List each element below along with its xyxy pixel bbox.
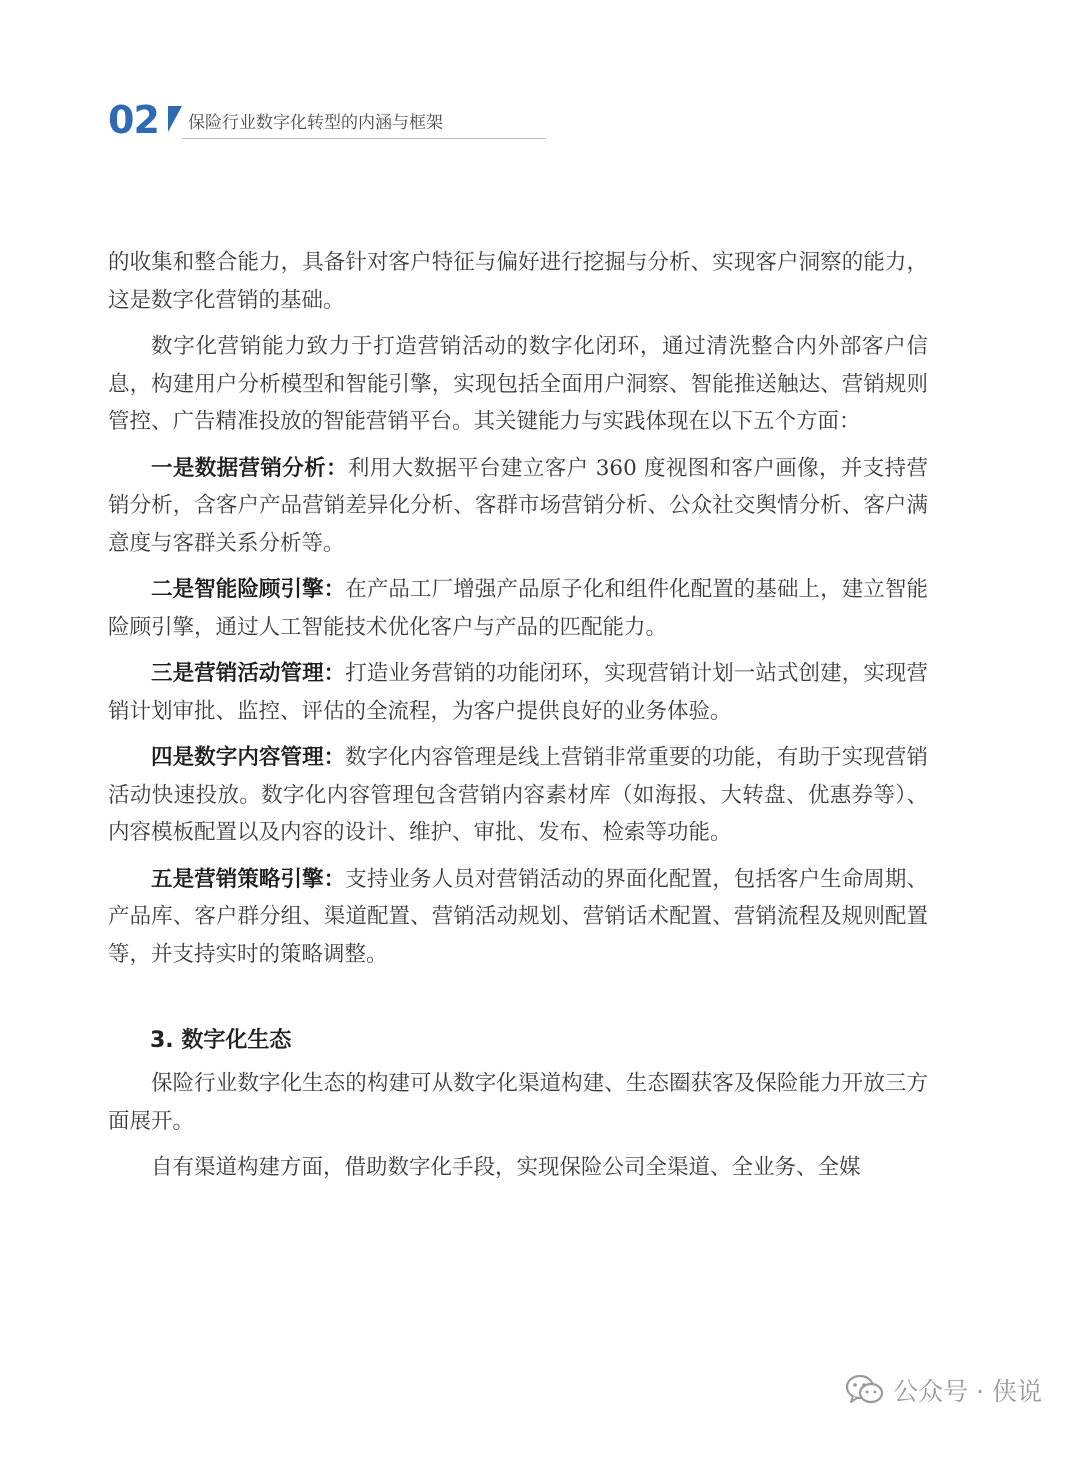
chapter-number: 02	[108, 98, 159, 142]
list-item-1-lead: 一是数据营销分析：	[151, 455, 348, 481]
list-item-5-lead: 五是营销策略引擎：	[151, 866, 346, 892]
chapter-slash-mark	[158, 102, 188, 138]
list-item-3-text: 打造业务营销的功能闭环，实现营销计划一站式创建，实现营销计划审批、监控、评估的全流程，为客户提供良好的业务体验。	[108, 661, 928, 724]
header-divider	[182, 138, 546, 139]
list-item-1	[108, 450, 928, 563]
chapter-title: 保险行业数字化转型的内涵与框架	[188, 113, 443, 133]
section-paragraph-1: 保险行业数字化生态的构建可从数字化渠道构建、生态圈获客及保险能力开放三方面展开。	[108, 1071, 928, 1134]
section-heading: 3. 数字化生态	[150, 1028, 292, 1053]
paragraph-continuation: 的收集和整合能力，具备针对客户特征与偏好进行挖掘与分析、实现客户洞察的能力，这是数字化营销的基础。	[108, 250, 928, 313]
list-item-5	[108, 861, 928, 974]
list-item-4	[108, 739, 928, 852]
list-item-5-text: 支持业务人员对营销活动的界面化配置，包括客户生命周期、产品库、客户群分组、渠道配置、营销活动规划、营销话术配置、营销流程及规则配置等，并支持实时的策略调整。	[108, 866, 928, 967]
list-item-2-text: 在产品工厂增强产品原子化和组件化配置的基础上，建立智能险顾引擎，通过人工智能技术优化客户与产品的匹配能力。	[108, 577, 928, 640]
watermark	[845, 1368, 1042, 1412]
body-content	[108, 244, 928, 1196]
list-item-4-text: 数字化内容管理是线上营销非常重要的功能，有助于实现营销活动快速投放。数字化内容管理包含营销内容素材库（如海报、大转盘、优惠券等）、内容模板配置以及内容的设计、维护、审批、发布、检索等功能。	[108, 745, 928, 845]
wechat-icon	[845, 1373, 885, 1407]
list-item-2	[108, 571, 928, 646]
list-item-1-text: 利用大数据平台建立客户 360 度视图和客户画像，并支持营销分析，含客户产品营销差异化分析、客群市场营销分析、公众社交舆情分析、客户满意度与客群关系分析等。	[108, 455, 928, 556]
watermark-text: 公众号 · 侠说	[893, 1377, 1042, 1406]
list-item-3-lead: 三是营销活动管理：	[151, 661, 346, 686]
list-item-3	[108, 655, 928, 730]
paragraph-intro: 数字化营销能力致力于打造营销活动的数字化闭环，通过清洗整合内外部客户信息，构建用户分析模型和智能引擎，实现包括全面用户洞察、智能推送触达、营销规则管控、广告精准投放的智能营销平台。其关键能力与实践体现在以下五个方面：	[108, 334, 928, 434]
section-paragraph-2: 自有渠道构建方面，借助数字化手段，实现保险公司全渠道、全业务、全媒	[151, 1155, 861, 1180]
list-item-4-lead: 四是数字内容管理：	[151, 745, 346, 770]
list-item-2-lead: 二是智能险顾引擎：	[151, 577, 346, 602]
